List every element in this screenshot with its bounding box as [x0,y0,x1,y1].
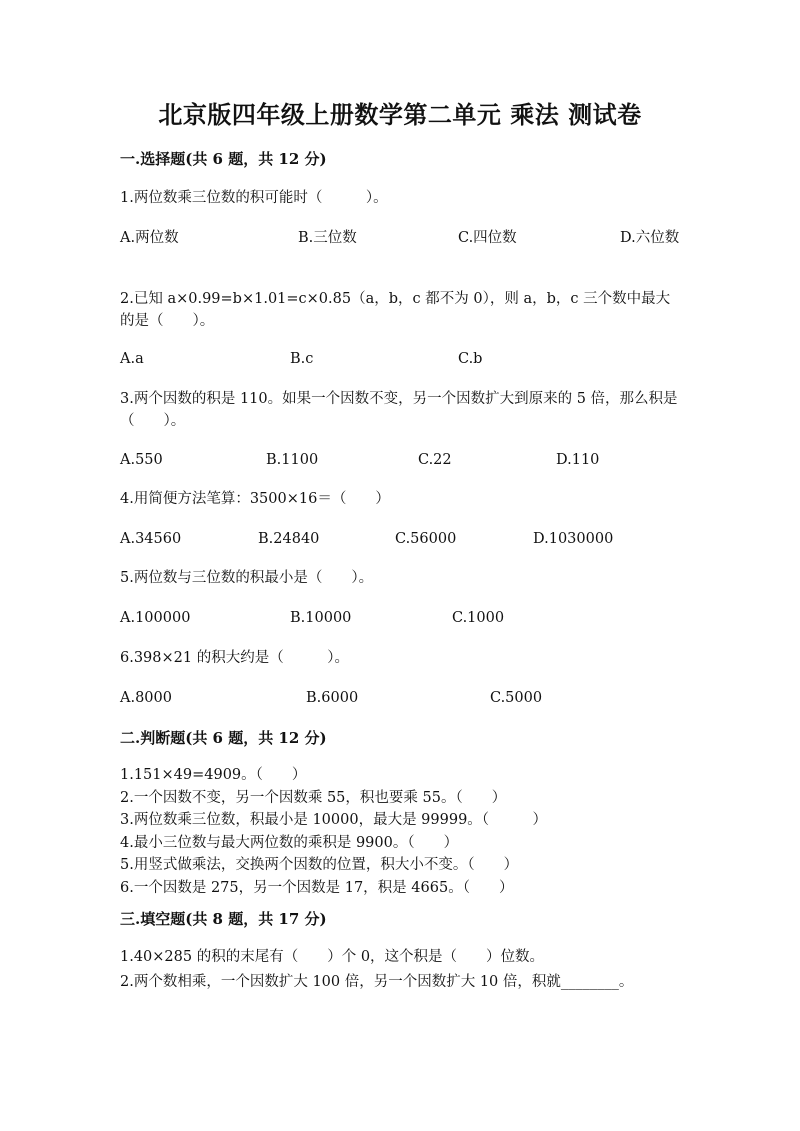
option: B.6000 [306,690,359,706]
option: A.8000 [120,690,172,706]
option: B.三位数 [298,230,357,246]
list-item: 6.一个因数是 275，另一个因数是 17，积是 4665。（ ） [120,879,514,896]
option: C.56000 [395,531,457,547]
question-stem: 4.用简便方法笔算：3500×16＝（ ） [120,491,390,507]
list-item: 3.两位数乘三位数，积最小是 10000，最大是 99999。（ ） [120,812,548,828]
list-item: 4.最小三位数与最大两位数的乘积是 9900。（ ） [120,834,459,851]
option: C.22 [418,452,452,468]
option: B.10000 [290,610,352,626]
judgement-list [120,764,700,899]
option: D.110 [556,452,600,468]
option: B.1100 [266,452,319,468]
option: D.六位数 [620,230,680,246]
option: A.100000 [120,610,191,626]
question-stem: 3.两个因数的积是 110。如果一个因数不变，另一个因数扩大到原来的 5 倍，那么积是（ ）。 [120,391,678,429]
list-item: 5.用竖式做乘法，交换两个因数的位置，积大小不变。（ ） [120,857,519,873]
question-stem: 2.已知 a×0.99=b×1.01=c×0.85（a，b，c 都不为 0），则 a，b，c 三个数中最大的是（ ）。 [120,291,671,329]
option: A.550 [120,452,163,468]
option: C.四位数 [458,230,517,246]
question-stem: 5.两位数与三位数的积最小是（ ）。 [120,570,374,586]
question-stem: 6.398×21 的积大约是（ ）。 [120,650,349,666]
fill-list [120,945,700,995]
option: A.两位数 [120,230,179,246]
option: B.c [290,351,314,367]
option: A.a [120,351,144,367]
list-item: 2.两个数相乘，一个因数扩大 100 倍，另一个因数扩大 10 倍，积就________。 [120,974,634,990]
option: A.34560 [120,531,182,547]
question-stem: 1.两位数乘三位数的积可能时（ ）。 [120,190,388,206]
page-title: 北京版四年级上册数学第二单元 乘法 测试卷 [158,100,642,129]
option: D.1030000 [533,531,614,547]
option: B.24840 [258,531,320,547]
section-heading-fill: 三.填空题(共 8 题，共 17 分) [120,910,327,928]
option: C.5000 [490,690,543,706]
section-heading-choice: 一.选择题(共 6 题，共 12 分) [120,150,327,168]
list-item: 2.一个因数不变，另一个因数乘 55，积也要乘 55。（ ） [120,789,507,806]
option: C.b [458,351,483,367]
section-heading-judgement: 二.判断题(共 6 题，共 12 分) [120,729,327,747]
option: C.1000 [452,610,505,626]
list-item: 1.151×49=4909。（ ） [120,767,307,783]
option-d-wrap [120,227,680,249]
list-item: 1.40×285 的积的末尾有（ ）个 0，这个积是（ ）位数。 [120,949,545,965]
